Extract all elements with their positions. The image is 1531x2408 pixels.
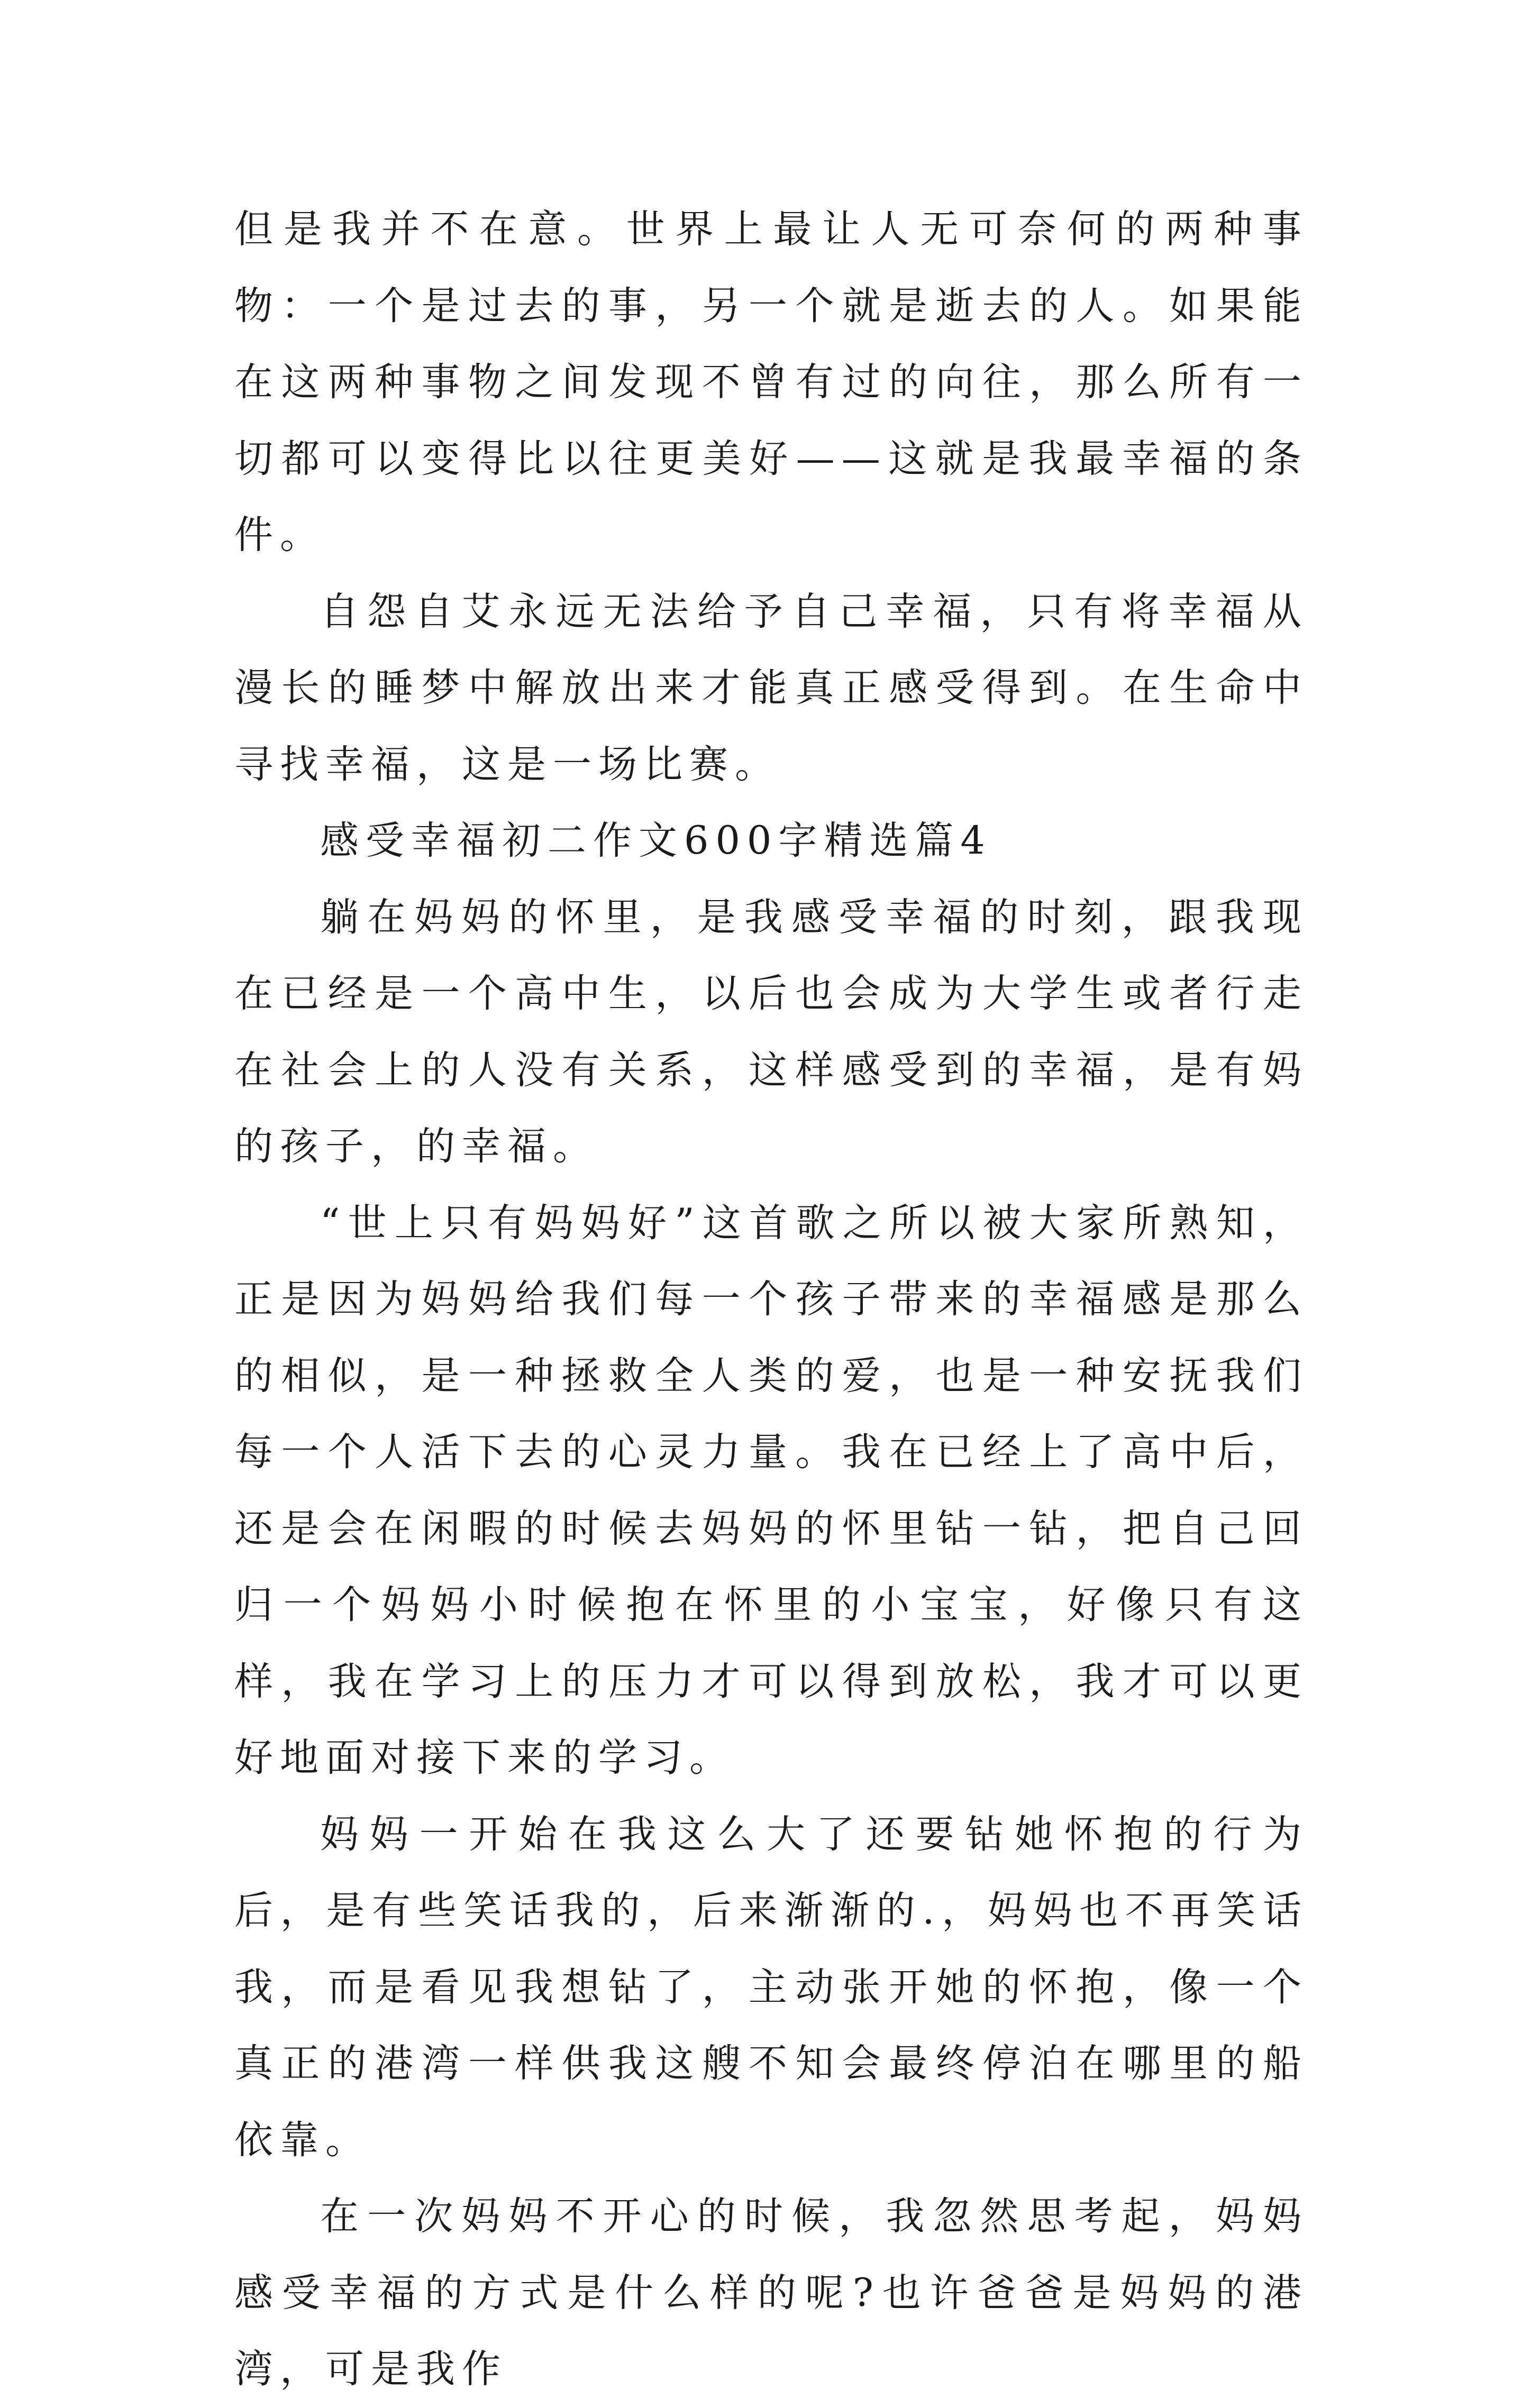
paragraph: 在一次妈妈不开心的时候，我忽然思考起，妈妈感受幸福的方式是什么样的呢?也许爸爸是妈妈的港湾，可是我作 xyxy=(234,2194,1308,2392)
paragraph: “世上只有妈妈好”这首歌之所以被大家所熟知，正是因为妈妈给我们每一个孩子带来的幸福感是那么的相似，是一种拯救全人类的爱，也是一种安抚我们每一个人活下去的心灵力量。我在已经上了高中后，还是会在闲暇的时候去妈妈的怀里钻一钻，把自己回归一个妈妈小时候抱在怀里的小宝宝，好像只有这样，我在学习上的压力才可以得到放松，我才可以更好地面对接下来的学习。 xyxy=(234,1200,1308,1780)
paragraph: 但是我并不在意。世界上最让人无可奈何的两种事物：一个是过去的事，另一个就是逝去的人。如果能在这两种事物之间发现不曾有过的向往，那么所有一切都可以变得比以往更美好——这就是我最幸福的条件。 xyxy=(234,207,1308,557)
document-body xyxy=(234,191,1308,2408)
paragraph: 自怨自艾永远无法给予自己幸福，只有将幸福从漫长的睡梦中解放出来才能真正感受得到。在生命中寻找幸福，这是一场比赛。 xyxy=(234,589,1308,787)
paragraph: 躺在妈妈的怀里，是我感受幸福的时刻，跟我现在已经是一个高中生，以后也会成为大学生或者行走在社会上的人没有关系，这样感受到的幸福，是有妈的孩子，的幸福。 xyxy=(234,894,1308,1169)
section-heading: 感受幸福初二作文600字精选篇4 xyxy=(320,818,992,863)
paragraph: 妈妈一开始在我这么大了还要钻她怀抱的行为后，是有些笑话我的，后来渐渐的.，妈妈也不再笑话我，而是看见我想钻了，主动张开她的怀抱，像一个真正的港湾一样供我这艘不知会最终停泊在哪里的船依靠。 xyxy=(234,1811,1308,2163)
